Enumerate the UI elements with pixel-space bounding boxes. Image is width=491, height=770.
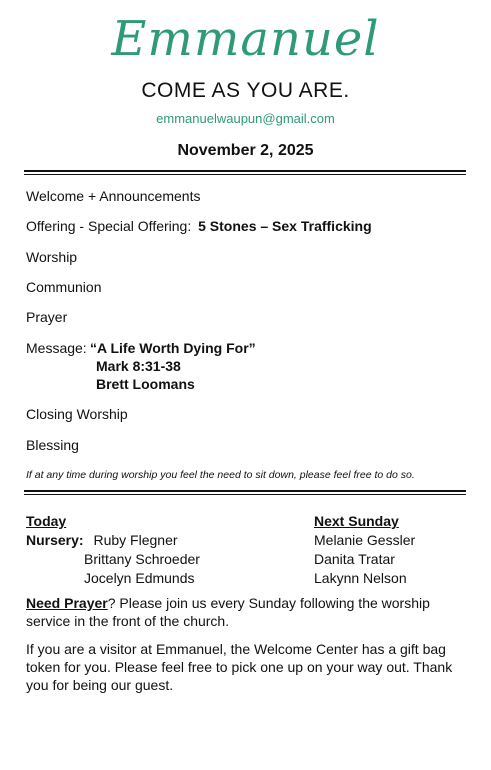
message-title: “A Life Worth Dying For” (90, 340, 256, 356)
next-sunday-heading: Next Sunday (314, 513, 399, 529)
message-scripture: Mark 8:31-38 (96, 358, 181, 374)
order-prayer: Prayer (26, 309, 68, 325)
order-communion: Communion (26, 279, 102, 295)
today-column (26, 512, 200, 588)
offering-value: 5 Stones – Sex Trafficking (198, 218, 372, 234)
next-name: Danita Tratar (314, 551, 395, 567)
order-welcome: Welcome + Announcements (26, 188, 201, 204)
nursery-label: Nursery: (26, 532, 84, 548)
next-name: Melanie Gessler (314, 532, 416, 548)
church-email[interactable]: emmanuelwaupun@gmail.com (156, 111, 335, 126)
prayer-heading: Need Prayer (26, 595, 108, 611)
church-logo: Emmanuel (111, 11, 380, 67)
next-sunday-column (314, 512, 415, 588)
service-date: November 2, 2025 (177, 142, 314, 159)
today-name: Jocelyn Edmunds (84, 570, 195, 586)
order-worship: Worship (26, 249, 78, 265)
seating-note: If at any time during worship you feel the need to sit down, please feel free to do so. (26, 469, 415, 481)
next-name: Lakynn Nelson (314, 570, 407, 586)
prayer-text: ? Please join us every Sunday following the worship service in the front of the church. (26, 595, 430, 629)
nursery-row (26, 531, 200, 550)
order-blessing: Blessing (26, 437, 79, 453)
today-name: Brittany Schroeder (84, 551, 200, 567)
bottom-divider (24, 490, 466, 495)
prayer-paragraph (26, 594, 466, 630)
message-speaker: Brett Loomans (96, 376, 195, 392)
visitor-paragraph: If you are a visitor at Emmanuel, the Welcome Center has a gift bag token for you. Please feel free to pick one up on your way out. Thank you for being our guest. (26, 641, 453, 693)
tagline: COME AS YOU ARE. (141, 79, 350, 102)
order-offering (26, 218, 372, 235)
order-closing-worship: Closing Worship (26, 406, 128, 422)
today-heading: Today (26, 513, 67, 529)
offering-label: Offering - Special Offering: (26, 218, 192, 234)
today-name: Ruby Flegner (93, 532, 178, 548)
message-label: Message: (26, 340, 87, 356)
top-divider (24, 170, 466, 175)
